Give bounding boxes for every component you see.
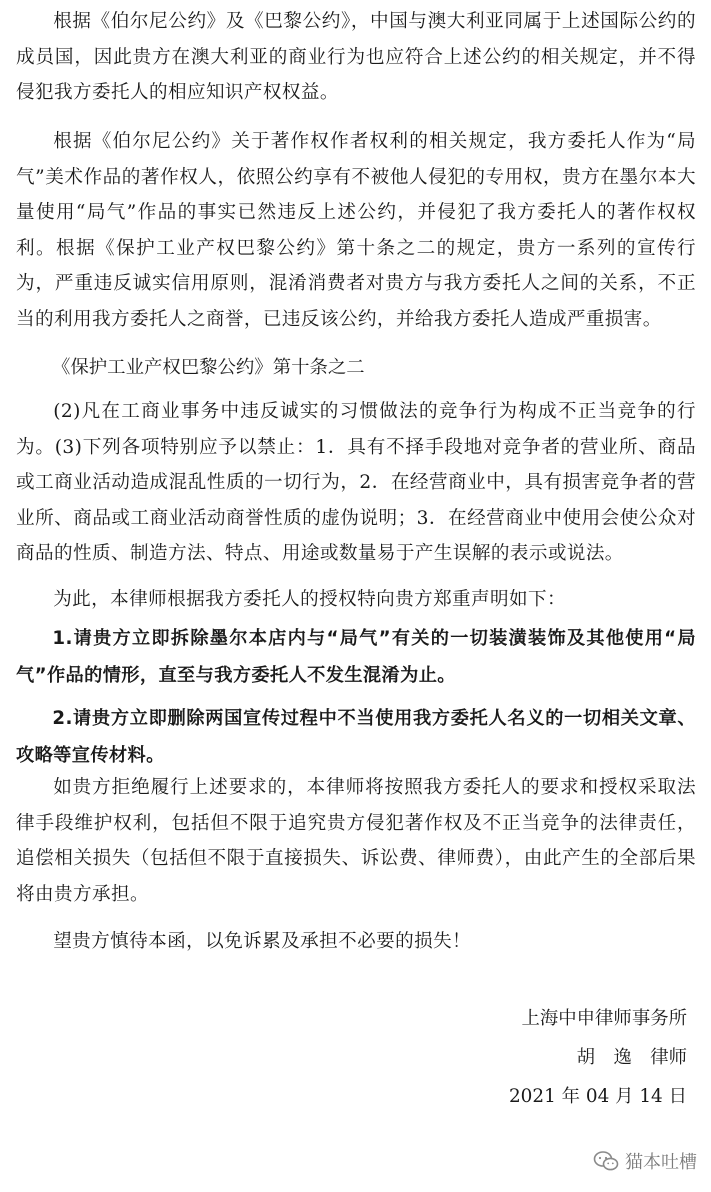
demand-1: 1.请贵方立即拆除墨尔本店内与“局气”有关的一切装潢装饰及其他使用“局气”作品的情形，直至与我方委托人不发生混淆为止。 xyxy=(16,628,696,686)
quoted-article-body: (2)凡在工商业事务中违反诚实的习惯做法的竞争行为构成不正当竞争的行为。(3)下列各项特别应予以禁止：1．具有不择手段地对竞争者的营业所、商品或工商业活动造成混乱性质的一切行为，2．在经营商业中，具有损害竞争者的营业所、商品或工商业活动商誉性质的虚伪说明；3．在经营商业中使用会使公众对商品的性质、制造方法、特点、用途或数量易于产生误解的表示或说法。 xyxy=(16,401,696,564)
demand-2: 2.请贵方立即删除两国宣传过程中不当使用我方委托人名义的一切相关文章、攻略等宣传材料。 xyxy=(16,708,696,766)
wechat-watermark xyxy=(593,1147,697,1175)
declaration-intro: 为此，本律师根据我方委托人的授权特向贵方郑重声明如下： xyxy=(53,589,567,610)
consequence-paragraph: 如贵方拒绝履行上述要求的，本律师将按照我方委托人的要求和授权采取法律手段维护权利，包括但不限于追究贵方侵犯著作权及不正当竞争的法律责任，追偿相关损失（包括但不限于直接损失、诉讼费、律师费），由此产生的全部后果将由贵方承担。 xyxy=(16,777,696,905)
closing-paragraph: 望贵方慎待本函，以免诉累及承担不必要的损失！ xyxy=(53,931,472,952)
wechat-icon xyxy=(593,1150,619,1172)
quoted-article-title: 《保护工业产权巴黎公约》第十条之二 xyxy=(52,357,365,378)
watermark-text: 猫本吐槽 xyxy=(625,1152,697,1173)
paragraph-copyright-violation: 根据《伯尔尼公约》关于著作权作者权利的相关规定，我方委托人作为“局气”美术作品的著作权人，依照公约享有不被他人侵犯的专用权，贵方在墨尔本大量使用“局气”作品的事实已然违反上述公约，并侵犯了我方委托人的著作权权利。根据《保护工业产权巴黎公约》第十条之二的规定，贵方一系列的宣传行为，严重违反诚实信用原则，混淆消费者对贵方与我方委托人之间的关系，不正当的利用我方委托人之商誉，已违反该公约，并给我方委托人造成严重损害。 xyxy=(16,131,696,330)
signature-date: 2021 年 04 月 14 日 xyxy=(508,1086,687,1107)
signature-firm: 上海中申律师事务所 xyxy=(521,1008,687,1029)
signature-lawyer: 胡 逸 律师 xyxy=(576,1047,687,1068)
paragraph-conventions-membership: 根据《伯尔尼公约》及《巴黎公约》，中国与澳大利亚同属于上述国际公约的成员国，因此贵方在澳大利亚的商业行为也应符合上述公约的相关规定，并不得侵犯我方委托人的相应知识产权权益。 xyxy=(16,11,696,103)
